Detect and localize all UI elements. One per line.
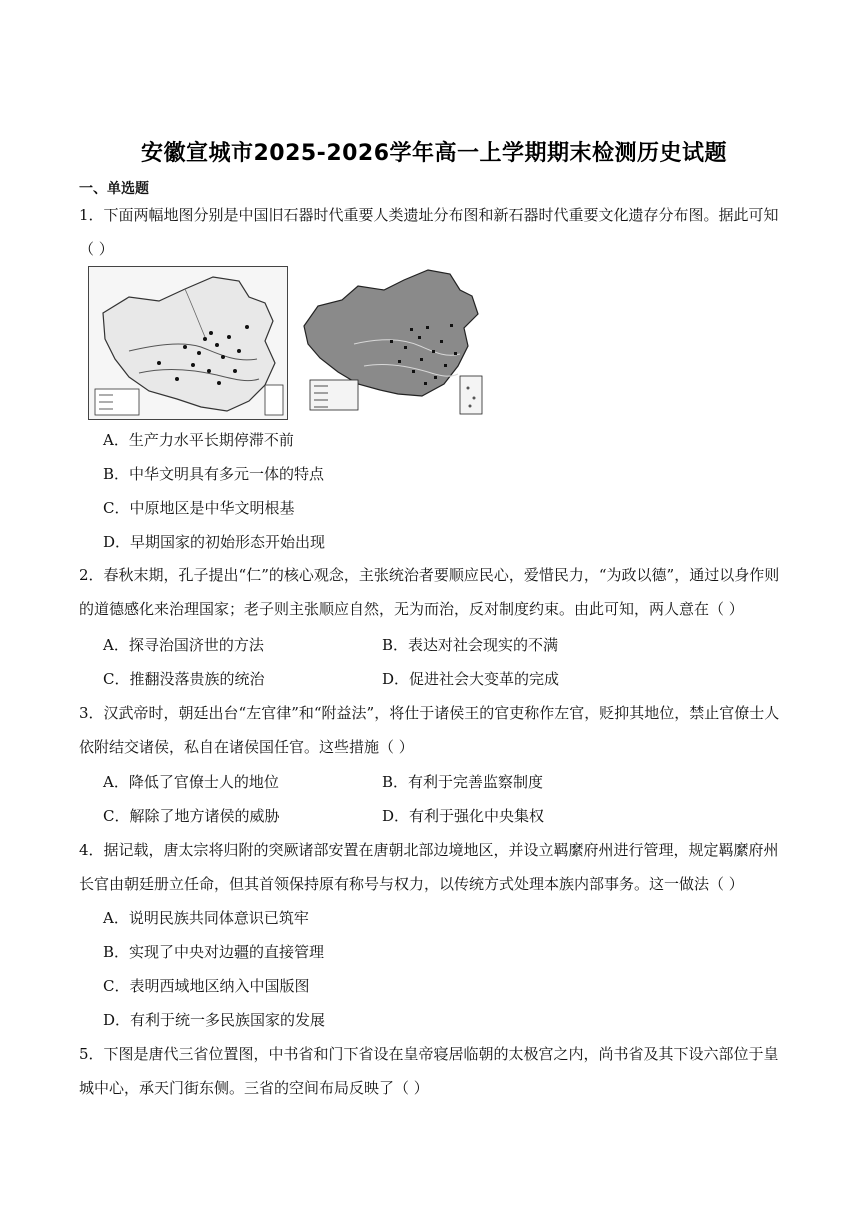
option-c[interactable]: C．中原地区是中华文明根基 xyxy=(103,499,295,517)
option-d[interactable]: D．有利于统一多民族国家的发展 xyxy=(103,1011,326,1029)
section-heading: 一、单选题 xyxy=(79,181,149,197)
question-stem-cont: （ ） xyxy=(79,240,114,258)
option-b[interactable]: B．有利于完善监察制度 xyxy=(382,773,544,791)
question-3 xyxy=(79,696,801,764)
option-d[interactable]: D．早期国家的初始形态开始出现 xyxy=(103,533,326,551)
question-2 xyxy=(79,558,801,626)
map-figures xyxy=(88,266,498,422)
question-5 xyxy=(79,1037,801,1105)
paleolithic-sites-map-icon xyxy=(88,266,288,420)
option-a[interactable]: A．说明民族共同体意识已筑牢 xyxy=(103,909,309,927)
option-a[interactable]: A．生产力水平长期停滞不前 xyxy=(103,431,294,449)
question-stem: 5．下图是唐代三省位置图，中书省和门下省设在皇帝寝居临朝的太极宫之内，尚书省及其下设六部位于皇 xyxy=(79,1045,779,1063)
option-a[interactable]: A．降低了官僚士人的地位 xyxy=(103,773,279,791)
option-c[interactable]: C．解除了地方诸侯的威胁 xyxy=(103,807,280,825)
option-d[interactable]: D．促进社会大变革的完成 xyxy=(382,670,560,688)
option-b[interactable]: B．中华文明具有多元一体的特点 xyxy=(103,465,325,483)
option-d[interactable]: D．有利于强化中央集权 xyxy=(382,807,545,825)
question-stem: 2．春秋末期，孔子提出“仁”的核心观念，主张统治者要顺应民心，爱惜民力，“为政以德”，通过以身作则 xyxy=(79,566,780,584)
page-title: 安徽宣城市2025-2026学年高一上学期期末检测历史试题 xyxy=(140,141,728,166)
question-4 xyxy=(79,833,801,901)
option-b[interactable]: B．表达对社会现实的不满 xyxy=(382,636,559,654)
question-1 xyxy=(79,198,801,266)
question-stem: 4．据记载，唐太宗将归附的突厥诸部安置在唐朝北部边境地区，并设立羁縻府州进行管理，规定羁縻府州 xyxy=(79,841,779,859)
question-stem: 3．汉武帝时，朝廷出台“左官律”和“附益法”，将仕于诸侯王的官吏称作左官，贬抑其地位，禁止官僚士人 xyxy=(79,704,780,722)
option-b[interactable]: B．实现了中央对边疆的直接管理 xyxy=(103,943,325,961)
option-a[interactable]: A．探寻治国济世的方法 xyxy=(103,636,264,654)
question-stem-cont: 长官由朝廷册立任命，但其首领保持原有称号与权力，以传统方式处理本族内部事务。这一做法（ ） xyxy=(79,875,744,893)
option-c[interactable]: C．表明西域地区纳入中国版图 xyxy=(103,977,310,995)
question-stem-cont: 城中心，承天门街东侧。三省的空间布局反映了（ ） xyxy=(79,1079,429,1097)
question-stem: 1．下面两幅地图分别是中国旧石器时代重要人类遗址分布图和新石器时代重要文化遗存分布图。据此可知 xyxy=(79,206,779,224)
question-stem-cont: 依附结交诸侯，私自在诸侯国任官。这些措施（ ） xyxy=(79,738,414,756)
option-c[interactable]: C．推翻没落贵族的统治 xyxy=(103,670,265,688)
question-stem-cont: 的道德感化来治理国家；老子则主张顺应自然，无为而治，反对制度约束。由此可知，两人意在（ ） xyxy=(79,600,744,618)
neolithic-cultures-map-icon xyxy=(294,266,494,418)
